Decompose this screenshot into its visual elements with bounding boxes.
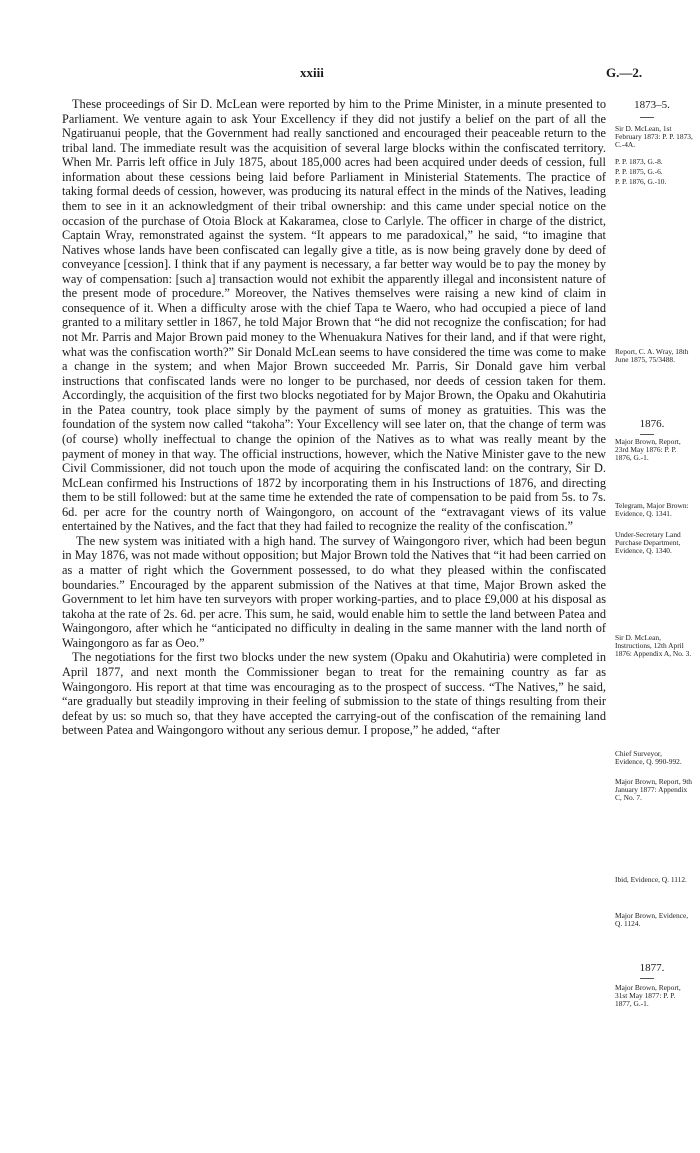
margin-year-1876: 1876. (639, 418, 665, 430)
margin-note: P. P. 1873, G.-8. (615, 157, 663, 166)
margin-note: Sir D. McLean, Instructions, 12th April 1876: Appendix A, No. 3. (615, 633, 692, 659)
margin-note: Under-Secretary Land Purchase Department, Evidence, Q. 1340. (615, 530, 681, 556)
margin-note: P. P. 1876, G.-10. (615, 177, 667, 186)
page-header (0, 65, 700, 85)
margin-note: P. P. 1875, G.-6. (615, 167, 663, 176)
page-number: xxiii (300, 65, 324, 80)
margin-rule (640, 117, 654, 118)
body-text (62, 97, 606, 738)
margin-note: Chief Surveyor, Evidence, Q. 990-992. (615, 749, 682, 767)
margin-note: Major Brown, Report, 23rd May 1876: P. P. 1876, G.-1. (615, 437, 681, 463)
document-code: G.—2. (606, 65, 643, 80)
paragraph-3: The negotiations for the first two blocks under the new system (Opaku and Okahutiria) were completed in April 1877, and next month the Commissioner began to treat for the remaining country as far as Waingongoro. His report at that time was encouraging as to the prospect of success. “The Natives,” he said, “are gradually but steadily improving in their feeling of submission to the state of things resulting from their defeat by us: so much so, that they have accepted the carrying-out of the confiscation of the remaining land between Patea and Waingongoro without any serious demur. I propose,” he added, “after (62, 650, 606, 738)
margin-rule (640, 978, 654, 979)
margin-note: Ibid, Evidence, Q. 1112. (615, 875, 687, 884)
paragraph-2: The new system was initiated with a high hand. The survey of Waingongoro river, which had been begun in May 1876, was not made without opposition; but Major Brown told the Natives that “it had been carried on as a matter of right which the Government possessed, to do what they pleased within the confiscated boundaries.” Encouraged by the apparent submission of the Natives at that time, Major Brown asked the Government to let him have ten surveyors with proper working-parties, and to place £9,000 at his disposal as takoha at the rate of 2s. 6d. per acre. This sum, he said, would enable him to settle the land between Patea and Waingongoro, after which he “anticipated no difficulty in dealing in the same manner with the land north of Waingongoro as far as Oeo.” (62, 533, 606, 650)
paragraph-1: These proceedings of Sir D. McLean were reported by him to the Prime Minister, in a minute presented to Parliament. We venture again to ask Your Excellency if they did not justify a belief on the part of all the Ngatiruanui people, that the Government had really sanctioned and encouraged their peaceable return to the tribal land. The immediate result was the acquisition of several large blocks within the confiscated territory. When Mr. Parris left office in July 1875, about 185,000 acres had been acquired under deeds of cession, full information about these cessions being laid before Parliament in Ministerial Statements. The practice of taking formal deeds of cession, however, was producing its natural effect in the minds of the Natives, leading them to see in it an acknowledgment of their tribal ownership: and this came under special notice on the occasion of the purchase of Otoia Block at Kakaramea, close to Carlyle. The officer in charge of the district, Captain Wray, remonstrated against the system. “It appears to me paradoxical,” he said, “to imagine that Natives whose lands have been confiscated can legally give a title, as is now being gravely done by deed of conveyance [cession]. I think that if any payment is necessary, a far better way would be to pay the money by way of compensation: [such a] transaction would not exhibit the apparently illegal and inconsistent nature of the present mode of procedure.” Moreover, the Natives themselves were raising a new kind of claim in consequence of it. When a difficulty arose with the chief Tapa te Waero, who had occupied a piece of land granted to a military settler in 1867, he told Major Brown that “he did not recognize the confiscation; for had not Mr. Parris and Major Brown paid money to the Whenuakura Natives for their land, and if that were right, what was the confiscation worth?” Sir Donald McLean seems to have considered the time was come to make a change in the system; and when Major Brown succeeded Mr. Parris, Sir Donald gave him verbal instructions that confiscated lands were no longer to be purchased, nor deeds of cession taken for them. Accordingly, the acquisition of the first two blocks negotiated for by Major Brown, the Opaku and Okahutiria in the Patea country, took place simply by the payment of sums of money as gratuities. This was the foundation of the system now called “takoha”: Your Excellency will see later on, that the change of term was (of course) wholly ineffectual to change the opinion of the Natives as to what was really meant by the payment of money in that way. The official instructions, however, which the Native Minister gave to the new Civil Commissioner, did not touch upon the mode of acquiring the confiscated land: on the contrary, Sir D. McLean confirmed his Instructions of 1872 by incorporating them in his Instructions of 1876, and directing them to be still followed: but at the same time he extended the rate of compensation to be paid from 5s. to 7s. 6d. per acre for the country north of Waingongoro, on account of the “extravagant views of its value entertained by the Natives, and the fact that they had failed to recognize the reality of the confiscation.” (62, 97, 606, 534)
margin-year-1873: 1873–5. (634, 99, 670, 111)
margin-note: Sir D. McLean, 1st February 1873: P. P. 1873, C.-4A. (615, 124, 693, 150)
margin-note: Major Brown, Report, 31st May 1877: P. P. 1877, G.-1. (615, 983, 681, 1009)
margin-note: Telegram, Major Brown: Evidence, Q. 1341. (615, 501, 689, 519)
margin-note: Major Brown, Report, 9th January 1877: Appendix C, No. 7. (615, 777, 692, 803)
margin-year-1877: 1877. (639, 962, 665, 974)
margin-rule (640, 434, 654, 435)
margin-note: Major Brown, Evidence, Q. 1124. (615, 911, 689, 929)
margin-note: Report, C. A. Wray, 18th June 1875, 75/3488. (615, 347, 689, 365)
